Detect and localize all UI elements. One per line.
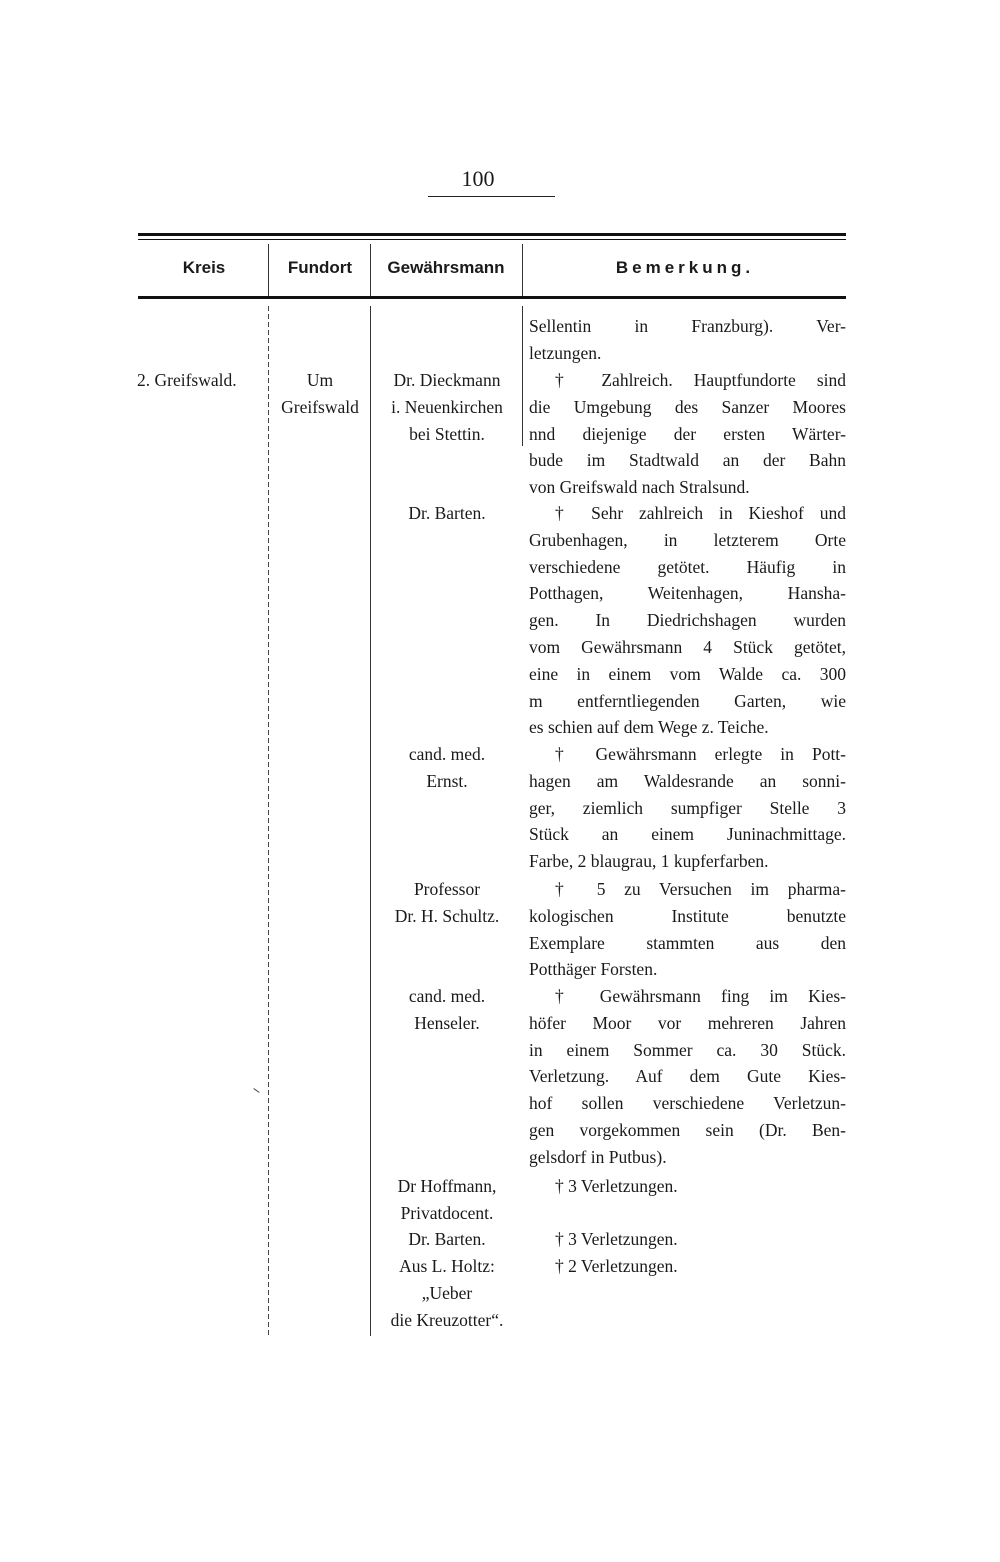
bemerkung-line: von Greifswald nach Stralsund. <box>529 477 750 498</box>
bemerkung-line: gen vorgekommen sein (Dr. Ben- <box>529 1119 846 1140</box>
gewaehrsmann-line: cand. med. <box>408 744 486 764</box>
gewaehrsmann-line: Privatdocent. <box>400 1202 494 1223</box>
bemerkung-line: hagen am Waldesrande an sonni- <box>529 770 846 791</box>
gewaehrsmann-entry <box>372 1173 522 1227</box>
gewaehrsmann-line: die Kreuzotter“. <box>390 1309 504 1330</box>
bemerkung-line: kologischen Institute benutzte <box>529 905 846 926</box>
bemerkung-line: Potthäger Forsten. <box>529 959 658 980</box>
column-divider <box>522 306 523 446</box>
bemerkung-line: hof sollen verschiedene Verletzun- <box>529 1093 846 1114</box>
header-fundort: Fundort <box>287 258 353 277</box>
kreis-cell: 2. Greifswald. <box>137 370 237 390</box>
header-gewaehrsmann: Gewährsmann <box>387 258 505 277</box>
bemerkung-entry <box>529 367 846 501</box>
bemerkung-line: † 2 Verletzungen. <box>555 1256 678 1276</box>
column-divider <box>268 306 269 1336</box>
bemerkung-line: Farbe, 2 blaugrau, 1 kupferfarben. <box>529 851 769 872</box>
stray-ink-mark <box>253 1088 259 1093</box>
table-top-thin-rule <box>138 239 846 240</box>
bemerkung-line: gen. In Diedrichshagen wurden <box>529 610 846 631</box>
bemerkung-line: bude im Stadtwald an der Bahn <box>529 450 846 471</box>
fundort-cell <box>270 367 370 421</box>
gewaehrsmann-line: Dr Hoffmann, <box>397 1176 497 1196</box>
bemerkung-line: höfer Moor vor mehreren Jahren <box>529 1012 846 1033</box>
bemerkung-line: † 3 Verletzungen. <box>555 1229 678 1249</box>
bemerkung-line: † Sehr zahlreich in Kieshof und <box>555 503 846 523</box>
bemerkung-line: † 3 Verletzungen. <box>555 1176 678 1196</box>
bemerkung-line: Sellentin in Franzburg). Ver- <box>529 316 846 336</box>
bemerkung-line: vom Gewährsmann 4 Stück getötet, <box>529 636 846 657</box>
bemerkung-line: verschiedene getötet. Häufig in <box>529 556 846 577</box>
bemerkung-line: † 5 zu Versuchen im pharma- <box>555 879 846 899</box>
gewaehrsmann-line: Henseler. <box>414 1012 480 1033</box>
fundort-line: Um <box>306 370 334 390</box>
bemerkung-line: die Umgebung des Sanzer Moores <box>529 396 846 417</box>
page-number-rule <box>428 196 555 197</box>
bemerkung-line: † Gewährsmann fing im Kies- <box>555 986 846 1006</box>
bemerkung-line: gelsdorf in Putbus). <box>529 1146 667 1167</box>
bemerkung-line: ger, ziemlich sumpfiger Stelle 3 <box>529 797 846 818</box>
bemerkung-line: Exemplare stammten aus den <box>529 932 846 953</box>
gewaehrsmann-line: i. Neuenkirchen <box>391 396 503 417</box>
gewaehrsmann-line: Dr. Dieckmann <box>393 370 501 390</box>
table-header-rule <box>138 296 846 299</box>
bemerkung-line: Verletzung. Auf dem Gute Kies- <box>529 1066 846 1087</box>
gewaehrsmann-line: Dr. H. Schultz. <box>394 905 500 926</box>
gewaehrsmann-entry <box>372 876 522 930</box>
gewaehrsmann-line: „Ueber <box>421 1282 473 1303</box>
bemerkung-entry <box>529 1226 846 1253</box>
gewaehrsmann-line: Dr. Barten. <box>408 1229 486 1249</box>
header-kreis: Kreis <box>182 258 226 277</box>
gewaehrsmann-line: Ernst. <box>426 770 468 791</box>
bemerkung-entry <box>529 983 846 1171</box>
bemerkung-line: m entferntliegenden Garten, wie <box>529 690 846 711</box>
bemerkung-entry <box>529 1173 846 1200</box>
gewaehrsmann-entry <box>372 1226 522 1253</box>
bemerkung-line: † Zahlreich. Hauptfundorte sind <box>555 370 846 390</box>
bemerkung-line: in einem Sommer ca. 30 Stück. <box>529 1039 846 1060</box>
column-divider <box>522 244 523 296</box>
bemerkung-entry <box>529 1253 846 1280</box>
bemerkung-entry <box>529 741 846 875</box>
column-divider <box>370 306 371 1336</box>
gewaehrsmann-line: bei Stettin. <box>409 423 485 444</box>
bemerkung-continued <box>529 313 846 367</box>
table-top-rule <box>138 233 846 236</box>
gewaehrsmann-entry <box>372 1253 522 1333</box>
gewaehrsmann-line: Dr. Barten. <box>408 503 486 523</box>
bemerkung-line: eine in einem vom Walde ca. 300 <box>529 663 846 684</box>
gewaehrsmann-line: cand. med. <box>408 986 486 1006</box>
header-bemerkung: Bemerkung. <box>615 258 755 277</box>
bemerkung-line: Stück an einem Juninachmittage. <box>529 824 846 845</box>
gewaehrsmann-entry <box>372 367 522 447</box>
gewaehrsmann-entry <box>372 983 522 1037</box>
bemerkung-entry <box>529 876 846 983</box>
bemerkung-line: † Gewährsmann erlegte in Pott- <box>555 744 846 764</box>
bemerkung-line: nnd diejenige der ersten Wärter- <box>529 423 846 444</box>
page-number: 100 <box>461 166 495 191</box>
gewaehrsmann-entry <box>372 741 522 795</box>
bemerkung-line: Potthagen, Weitenhagen, Hansha- <box>529 583 846 604</box>
bemerkung-line: Grubenhagen, in letzterem Orte <box>529 529 846 550</box>
column-divider <box>268 244 269 296</box>
bemerkung-entry <box>529 500 846 741</box>
gewaehrsmann-line: Professor <box>413 879 481 899</box>
fundort-line: Greifswald <box>281 396 359 417</box>
bemerkung-line: es schien auf dem Wege z. Teiche. <box>529 717 769 738</box>
gewaehrsmann-entry <box>372 500 522 527</box>
bemerkung-line: letzungen. <box>529 342 602 363</box>
gewaehrsmann-line: Aus L. Holtz: <box>399 1256 495 1276</box>
